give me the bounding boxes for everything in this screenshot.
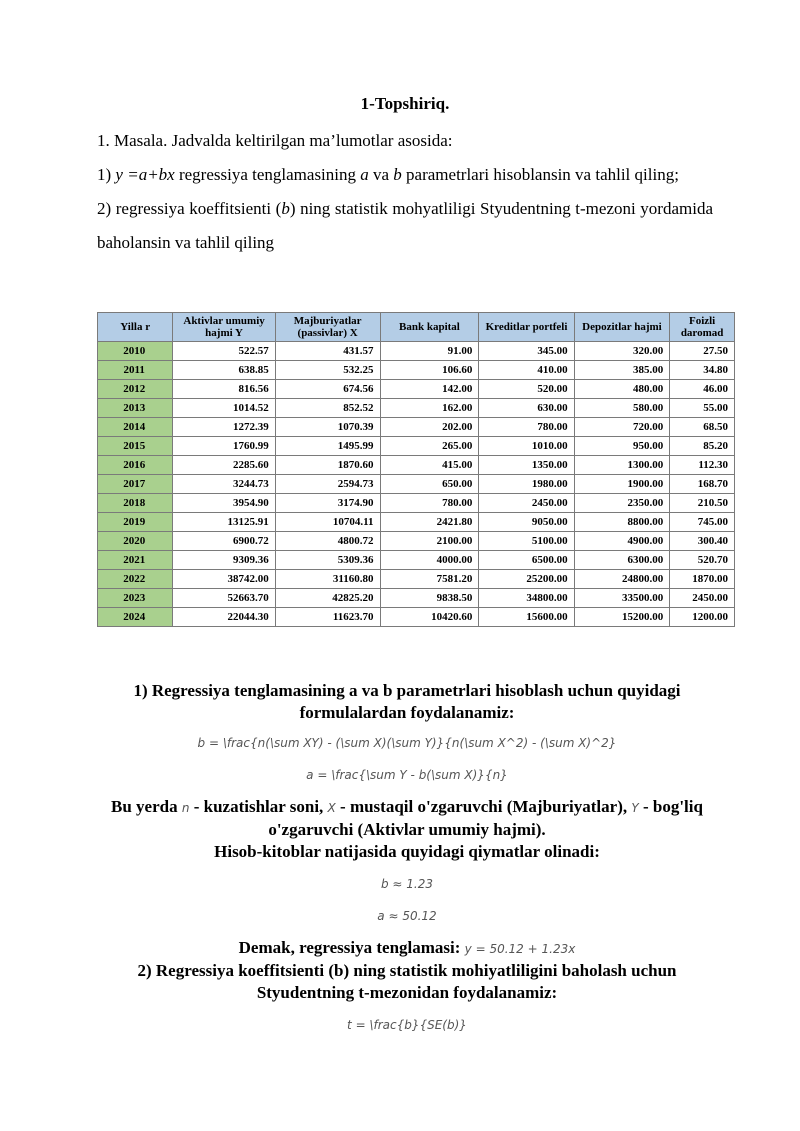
value-cell: 52663.70 (173, 589, 275, 608)
year-cell: 2020 (98, 532, 173, 551)
value-cell: 202.00 (380, 418, 479, 437)
value-cell: 10704.11 (275, 513, 380, 532)
value-cell: 2350.00 (574, 494, 670, 513)
data-table (97, 312, 735, 627)
value-cell: 1900.00 (574, 475, 670, 494)
value-cell: 22044.30 (173, 608, 275, 627)
formula-b: b = \frac{n(\sum XY) - (\sum X)(\sum Y)}{n(\sum X^2) - (\sum X)^2} (197, 736, 617, 750)
value-cell: 9838.50 (380, 589, 479, 608)
value-cell: 1980.00 (479, 475, 574, 494)
value-cell: 385.00 (574, 361, 670, 380)
section-1 (97, 680, 717, 1032)
table-header-cell: Depozitlar hajmi (574, 313, 670, 342)
value-cell: 852.52 (275, 399, 380, 418)
value-cell: 780.00 (380, 494, 479, 513)
year-cell: 2018 (98, 494, 173, 513)
value-cell: 745.00 (670, 513, 735, 532)
section-2-heading: 2) Regressiya koeffitsienti (b) ning statistik mohiyatliligini baholash uchun Styudentning t-mezonidan foydalanamiz: (137, 961, 677, 1002)
value-cell: 8800.00 (574, 513, 670, 532)
value-cell: 46.00 (670, 380, 735, 399)
value-cell: 1870.60 (275, 456, 380, 475)
value-cell: 1300.00 (574, 456, 670, 475)
table-row (98, 399, 735, 418)
table-header-cell: Majburiyatlar (passivlar) X (275, 313, 380, 342)
value-cell: 9050.00 (479, 513, 574, 532)
year-cell: 2023 (98, 589, 173, 608)
value-cell: 532.25 (275, 361, 380, 380)
value-cell: 1350.00 (479, 456, 574, 475)
value-cell: 522.57 (173, 342, 275, 361)
value-cell: 15600.00 (479, 608, 574, 627)
value-cell: 33500.00 (574, 589, 670, 608)
table-row (98, 608, 735, 627)
value-cell: 1200.00 (670, 608, 735, 627)
formula-t: t = \frac{b}{SE(b)} (347, 1018, 467, 1032)
value-cell: 638.85 (173, 361, 275, 380)
value-cell: 415.00 (380, 456, 479, 475)
page-title: 1-Topshiriq. (360, 94, 450, 113)
a-value: a ≈ 50.12 (377, 909, 437, 923)
value-cell: 2450.00 (670, 589, 735, 608)
year-cell: 2014 (98, 418, 173, 437)
table-row (98, 551, 735, 570)
value-cell: 142.00 (380, 380, 479, 399)
value-cell: 24800.00 (574, 570, 670, 589)
value-cell: 106.60 (380, 361, 479, 380)
value-cell: 674.56 (275, 380, 380, 399)
value-cell: 5309.36 (275, 551, 380, 570)
table-row (98, 342, 735, 361)
value-cell: 210.50 (670, 494, 735, 513)
table-row (98, 494, 735, 513)
value-cell: 2421.80 (380, 513, 479, 532)
value-cell: 42825.20 (275, 589, 380, 608)
value-cell: 950.00 (574, 437, 670, 456)
where-text: Bu yerda n - kuzatishlar soni, X - mustaqil o'zgaruvchi (Majburiyatlar), Y - bog'liq o'zgaruvchi (Aktivlar umumiy hajmi). (111, 797, 703, 839)
value-cell: 34800.00 (479, 589, 574, 608)
value-cell: 34.80 (670, 361, 735, 380)
value-cell: 38742.00 (173, 570, 275, 589)
value-cell: 1760.99 (173, 437, 275, 456)
value-cell: 2285.60 (173, 456, 275, 475)
section-1-heading: 1) Regressiya tenglamasining a va b parametrlari hisoblash uchun quyidagi formulalardan foydalanamiz: (133, 681, 681, 722)
value-cell: 162.00 (380, 399, 479, 418)
table-row (98, 418, 735, 437)
value-cell: 2100.00 (380, 532, 479, 551)
value-cell: 1870.00 (670, 570, 735, 589)
value-cell: 6300.00 (574, 551, 670, 570)
results-line: Hisob-kitoblar natijasida quyidagi qiymatlar olinadi: (214, 842, 600, 861)
value-cell: 720.00 (574, 418, 670, 437)
value-cell: 2450.00 (479, 494, 574, 513)
table-header-cell: Kreditlar portfeli (479, 313, 574, 342)
value-cell: 345.00 (479, 342, 574, 361)
value-cell: 1272.39 (173, 418, 275, 437)
value-cell: 112.30 (670, 456, 735, 475)
year-cell: 2013 (98, 399, 173, 418)
problem-item-1: 1) y =a+bx regressiya tenglamasining a va b parametrlari hisoblansin va tahlil qiling; (97, 165, 679, 184)
table-header-cell: Aktivlar umumiy hajmi Y (173, 313, 275, 342)
year-cell: 2016 (98, 456, 173, 475)
value-cell: 630.00 (479, 399, 574, 418)
value-cell: 7581.20 (380, 570, 479, 589)
b-value: b ≈ 1.23 (380, 877, 434, 891)
value-cell: 91.00 (380, 342, 479, 361)
table-row (98, 513, 735, 532)
table-body (98, 342, 735, 627)
problem-item-2: 2) regressiya koeffitsienti (b) ning statistik mohyatliligi Styudentning t-mezoni yordamida baholansin va tahlil qiling (97, 199, 713, 252)
value-cell: 480.00 (574, 380, 670, 399)
value-cell: 5100.00 (479, 532, 574, 551)
table-row (98, 532, 735, 551)
problem-statement (97, 92, 713, 260)
value-cell: 320.00 (574, 342, 670, 361)
value-cell: 31160.80 (275, 570, 380, 589)
value-cell: 410.00 (479, 361, 574, 380)
table-row (98, 361, 735, 380)
value-cell: 2594.73 (275, 475, 380, 494)
value-cell: 1010.00 (479, 437, 574, 456)
value-cell: 3174.90 (275, 494, 380, 513)
value-cell: 9309.36 (173, 551, 275, 570)
value-cell: 6500.00 (479, 551, 574, 570)
year-cell: 2011 (98, 361, 173, 380)
value-cell: 13125.91 (173, 513, 275, 532)
value-cell: 27.50 (670, 342, 735, 361)
year-cell: 2015 (98, 437, 173, 456)
value-cell: 15200.00 (574, 608, 670, 627)
year-cell: 2019 (98, 513, 173, 532)
value-cell: 300.40 (670, 532, 735, 551)
year-cell: 2012 (98, 380, 173, 399)
year-cell: 2022 (98, 570, 173, 589)
value-cell: 780.00 (479, 418, 574, 437)
value-cell: 1014.52 (173, 399, 275, 418)
conclusion: Demak, regressiya tenglamasi: y = 50.12 + 1.23x (238, 938, 576, 957)
value-cell: 265.00 (380, 437, 479, 456)
value-cell: 10420.60 (380, 608, 479, 627)
table-header-cell: Foizli daromad (670, 313, 735, 342)
year-cell: 2017 (98, 475, 173, 494)
value-cell: 168.70 (670, 475, 735, 494)
formula-a: a = \frac{\sum Y - b(\sum X)}{n} (306, 768, 508, 782)
value-cell: 520.00 (479, 380, 574, 399)
value-cell: 816.56 (173, 380, 275, 399)
value-cell: 520.70 (670, 551, 735, 570)
value-cell: 4000.00 (380, 551, 479, 570)
value-cell: 11623.70 (275, 608, 380, 627)
year-cell: 2021 (98, 551, 173, 570)
table-row (98, 456, 735, 475)
value-cell: 3244.73 (173, 475, 275, 494)
table-row (98, 437, 735, 456)
value-cell: 3954.90 (173, 494, 275, 513)
problem-intro: 1. Masala. Jadvalda keltirilgan ma’lumotlar asosida: (97, 131, 453, 150)
table-header-cell: Yilla r (98, 313, 173, 342)
table-header-row (98, 313, 735, 342)
value-cell: 25200.00 (479, 570, 574, 589)
table-row (98, 570, 735, 589)
table-row (98, 589, 735, 608)
table-row (98, 380, 735, 399)
value-cell: 650.00 (380, 475, 479, 494)
value-cell: 85.20 (670, 437, 735, 456)
value-cell: 55.00 (670, 399, 735, 418)
value-cell: 1070.39 (275, 418, 380, 437)
value-cell: 68.50 (670, 418, 735, 437)
table-header-cell: Bank kapital (380, 313, 479, 342)
value-cell: 431.57 (275, 342, 380, 361)
year-cell: 2024 (98, 608, 173, 627)
value-cell: 4900.00 (574, 532, 670, 551)
value-cell: 1495.99 (275, 437, 380, 456)
year-cell: 2010 (98, 342, 173, 361)
value-cell: 6900.72 (173, 532, 275, 551)
value-cell: 580.00 (574, 399, 670, 418)
value-cell: 4800.72 (275, 532, 380, 551)
table-row (98, 475, 735, 494)
